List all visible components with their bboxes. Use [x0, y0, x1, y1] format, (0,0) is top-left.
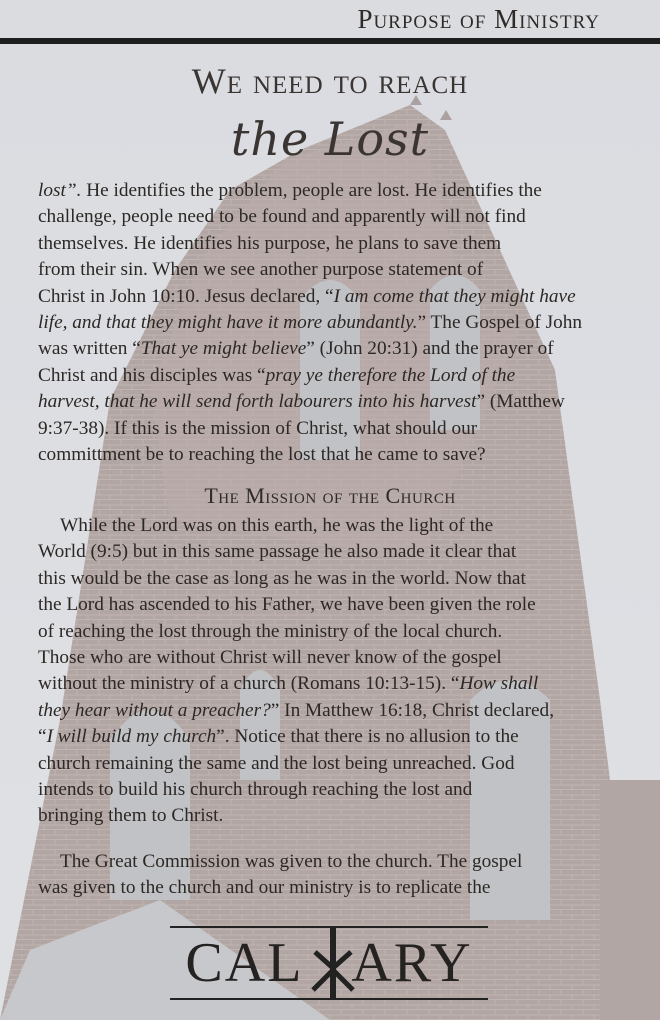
- scripture-quote: life, and that they might have it more abundantly.: [38, 312, 418, 334]
- text-line: [38, 698, 630, 724]
- text-segment: Those who are without Christ will never know of the gospel: [38, 647, 502, 669]
- scripture-quote: they hear without a preacher?: [38, 699, 271, 721]
- text-segment: While the Lord was on this earth, he was the light of the: [60, 515, 494, 536]
- text-segment: this would be the case as long as he was in the world. Now that: [38, 567, 526, 589]
- text-segment: ”. Notice that there is no allusion to the: [216, 726, 519, 748]
- text-segment: was written “: [38, 338, 141, 360]
- scripture-quote: harvest, that he will send forth labourers into his harvest: [38, 391, 477, 413]
- section-heading: The Mission of the Church: [204, 483, 456, 508]
- text-segment: themselves. He identifies his purpose, he plans to save them: [38, 232, 502, 254]
- text-segment: Christ and his disciples was “: [38, 364, 266, 386]
- text-segment: from their sin. When we see another purpose statement of: [38, 259, 484, 281]
- cross-icon: [309, 926, 357, 1000]
- logo-text-left: CAL: [185, 932, 304, 994]
- text-segment: 9:37-38). If this is the mission of Christ, what should our: [38, 417, 478, 439]
- text-line: [38, 310, 630, 336]
- text-line: [38, 231, 630, 257]
- page-header-title: Purpose of Ministry: [357, 4, 600, 34]
- scripture-quote: I will build my church: [46, 726, 217, 748]
- text-line: [38, 284, 630, 310]
- text-segment: ” The Gospel of John: [417, 312, 583, 334]
- text-line: [38, 671, 630, 697]
- text-line: [38, 803, 630, 829]
- text-line: [38, 849, 630, 875]
- paragraph-great-commission: [38, 849, 630, 902]
- text-line: [38, 875, 630, 901]
- page-title: We need to reach: [191, 61, 469, 101]
- logo-bottom-rule: [170, 998, 488, 1000]
- text-segment: was given to the church and our ministry is to replicate the: [38, 877, 491, 899]
- logo-text-right: ARY: [351, 932, 473, 994]
- text-line: [38, 724, 630, 750]
- scripture-quote: How shall: [459, 673, 539, 695]
- text-segment: World (9:5) but in this same passage he also made it clear that: [38, 541, 517, 563]
- text-line: [38, 389, 630, 415]
- text-segment: challenge, people need to be found and apparently will not find: [38, 206, 526, 228]
- text-segment: ” In Matthew 16:18, Christ declared,: [270, 699, 555, 721]
- text-line: [38, 204, 630, 230]
- text-line: [38, 592, 630, 618]
- text-segment: committment be to reaching the lost that he came to save?: [38, 444, 486, 466]
- text-segment: the Lord has ascended to his Father, we have been given the role: [38, 594, 536, 616]
- text-segment: intends to build his church through reaching the lost and: [38, 779, 473, 801]
- text-line: [38, 178, 630, 204]
- text-line: [38, 257, 630, 283]
- text-line: [38, 513, 630, 539]
- scripture-quote: That ye might believe: [140, 338, 307, 360]
- text-segment: without the ministry of a church (Romans 10:13-15). “: [38, 673, 460, 695]
- text-line: [38, 363, 630, 389]
- text-line: [38, 442, 630, 468]
- text-segment: He identifies the problem, people are lost. He identifies the: [81, 180, 542, 201]
- text-line: [38, 777, 630, 803]
- scripture-quote: I am come that they might have: [333, 285, 576, 307]
- text-segment: ” (Matthew: [476, 391, 565, 413]
- text-segment: ” (John 20:31) and the prayer of: [306, 338, 554, 360]
- scripture-quote: lost”.: [38, 180, 82, 201]
- page-subtitle-script: the Lost: [230, 112, 430, 166]
- text-line: [38, 645, 630, 671]
- text-segment: bringing them to Christ.: [38, 805, 224, 827]
- text-line: [38, 751, 630, 777]
- text-line: [38, 539, 630, 565]
- text-line: [38, 336, 630, 362]
- text-segment: of reaching the lost through the ministry of the local church.: [38, 620, 503, 642]
- paragraph-lost-purpose: [38, 178, 630, 468]
- text-segment: The Great Commission was given to the church. The gospel: [60, 851, 523, 872]
- header-divider: [0, 38, 660, 44]
- paragraph-mission-of-church: [38, 513, 630, 830]
- text-line: [38, 566, 630, 592]
- text-segment: church remaining the same and the lost being unreached. God: [38, 752, 515, 774]
- calvary-logo: [170, 926, 488, 1006]
- text-segment: “: [38, 726, 47, 748]
- text-segment: Christ in John 10:10. Jesus declared, “: [38, 285, 334, 307]
- text-line: [38, 619, 630, 645]
- scripture-quote: pray ye therefore the Lord of the: [265, 364, 516, 386]
- text-line: [38, 416, 630, 442]
